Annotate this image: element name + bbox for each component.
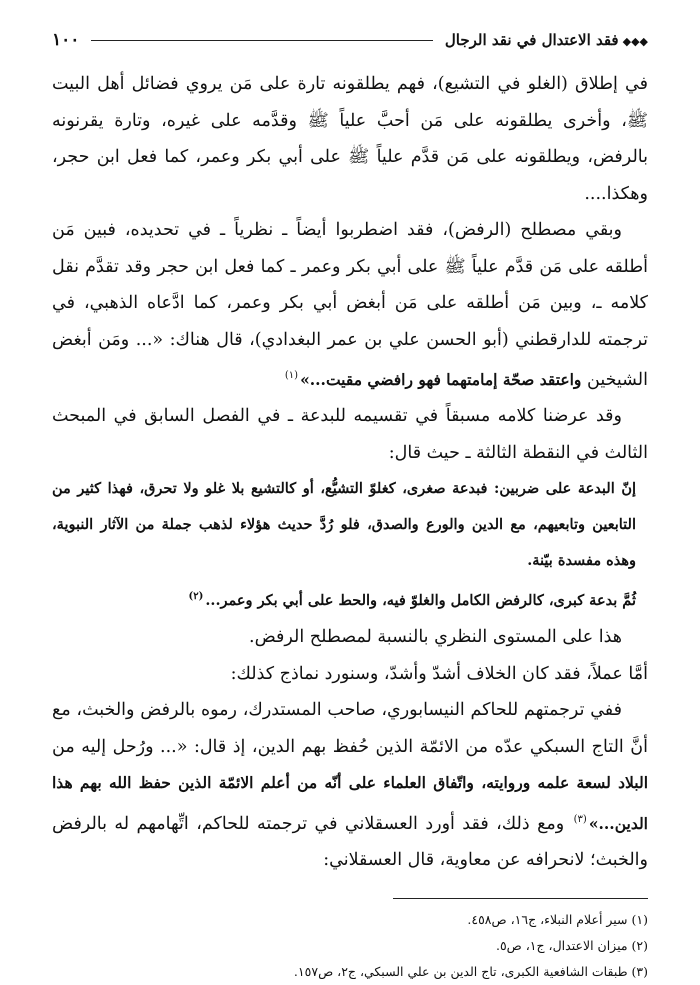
paragraph-6-quote: البلاد لسعة علمه وروايته، واتّفاق العلماء على أنّه من أعلم الائمّة الذين حفظ الله بهم هذا الدين...» [52,773,648,833]
paragraph-6-text-b: ومع ذلك، فقد أورد العسقلاني في ترجمته للحاكم، اتِّهامهم له بالرفض والخبث؛ لانحرافه عن معاوية، قال العسقلاني: [52,813,648,870]
quote-block-2 [52,579,648,619]
paragraph-6-text-a: ففي ترجمتهم للحاكم النيسابوري، صاحب المستدرك، رموه بالرفض والخبث، مع أنَّ التاج السبكي عدّه من الائمّة الذين حُفظ بهم الدين، إذ قال: «... ورُحل إليه من [52,700,648,757]
quote-block-1: إنّ البدعة على ضربين: فبدعة صغرى، كغلوّ التشيُّع، أو كالتشيع بلا غلو ولا تحرق، فهذا كثير من التابعين وتابعيهم، مع الدين والورع والصدق، فلو رُدَّ حديث هؤلاء لذهب جملة من الآثار النبوية، وهذه مفسدة بيّنة. [52,480,636,570]
footnote-ref-1: (١) [284,370,299,381]
running-title-text: فقد الاعتدال في نقد الرجال [444,31,619,49]
paragraph-2 [52,212,648,398]
footnote-ref-3: (٣) [573,813,587,825]
quote-block-2-text: ثُمَّ بدعة كبرى، كالرفض الكامل والغلوّ فيه، والحط على أبي بكر وعمر... [205,592,636,610]
footnote-ref-2: (٢) [188,591,204,603]
footnote-3: (٣) طبقات الشافعية الكبرى، تاج الدين بن علي السبكي، ج٢، ص١٥٧. [293,964,648,980]
paragraph-1: في إطلاق (الغلو في التشيع)، فهم يطلقونه تارة على مَن يروي فضائل أهل البيت ﷺ، وأخرى يطلقونه على مَن أحبَّ علياً ﷺ وقدَّمه على غيره، وتارة يقرنونه بالرفض، ويطلقونه على مَن قدَّم علياً ﷺ على أبي بكر وعمر، كما فعل ابن حجر، وهكذا.... [52,74,648,204]
paragraph-6 [52,692,648,878]
page-header [52,28,648,52]
paragraph-5: أمَّا عملاً، فقد كان الخلاف أشدّ وأشدّ، وسنورد نماذج كذلك: [230,663,648,684]
header-rule [91,40,432,41]
running-title [445,31,648,49]
paragraph-2-quote: واعتقد صحّة إمامتهما فهو رافضي مقيت...» [300,369,582,389]
footnote-1: (١) سير أعلام النبلاء، ج١٦، ص٤٥٨. [467,912,648,928]
page-number: ١٠٠ [52,30,80,50]
footnote-divider [393,898,648,899]
paragraph-2-text: وبقي مصطلح (الرفض)، فقد اضطربوا أيضاً ـ نظرياً ـ في تحديده، فبين مَن أطلقه على مَن قدَّم علياً ﷺ على أبي بكر وعمر ـ كما فعل ابن حجر وقد تقدَّم نقل كلامه ـ، وبين مَن أطلقه على مَن أبغض أبي بكر وعمر، كما ادَّعاه الذهبي، في ترجمته للدارقطني (أبو الحسن علي بن عمر البغدادي)، قال هناك: «... ومَن أبغض الشيخين [52,220,648,390]
paragraph-3: وقد عرضنا كلامه مسبقاً في تقسيمه للبدعة ـ في الفصل السابق في المبحث الثالث في النقطة الثالثة ـ حيث قال: [52,406,648,463]
footnotes [52,907,648,985]
diamond-ornament-icon: ◆◆◆ [622,35,648,48]
paragraph-4: هذا على المستوى النظري بالنسبة لمصطلح الرفض. [249,627,622,648]
page-body [52,66,648,878]
footnote-2: (٢) ميزان الاعتدال، ج١، ص٥. [495,938,648,954]
